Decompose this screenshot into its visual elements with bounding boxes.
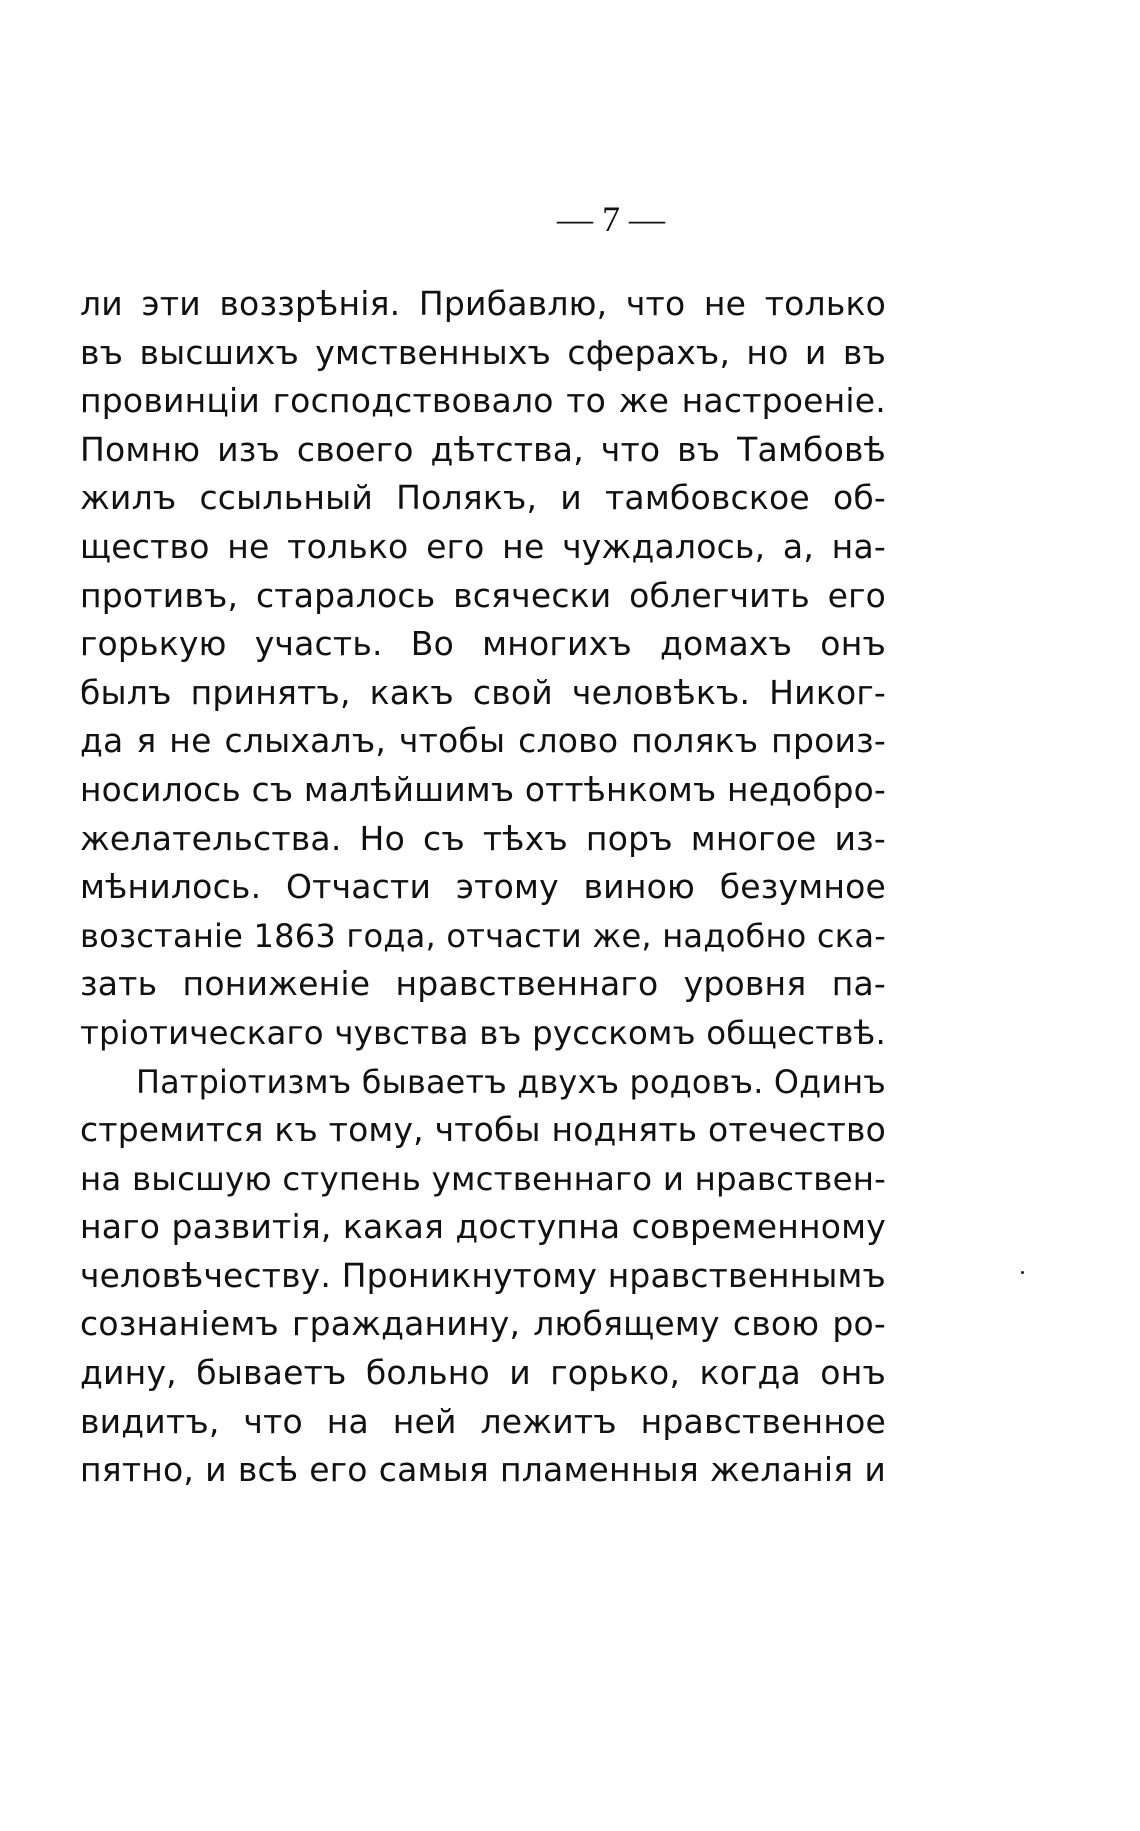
text-line: жилъ ссыльный Полякъ, и тамбовское об- (80, 478, 886, 518)
body-text (80, 280, 886, 1495)
text-line: въ высшихъ умственныхъ сферахъ, но и въ (80, 332, 886, 372)
ink-speck (1021, 1271, 1024, 1274)
text-line: да я не слыхалъ, чтобы слово полякъ произ- (80, 721, 886, 761)
text-line: на высшую ступень умственнаго и нравствен- (80, 1159, 886, 1198)
text-line: стремится къ тому, чтобы ноднять отечество (80, 1110, 886, 1150)
text-line: провинціи господствовало то же настроеніе. (80, 381, 886, 421)
text-line: ли эти воззрѣнія. Прибавлю, что не только (80, 284, 886, 323)
text-line: возстаніе 1863 года, отчасти же, надобно ска- (80, 916, 886, 955)
text-line: щество не только его не чуждалось, а, на- (80, 526, 886, 566)
text-line: носилось съ малѣйшимъ оттѣнкомъ недобро- (80, 770, 886, 809)
text-line: сознаніемъ гражданину, любящему свою ро- (80, 1304, 886, 1344)
page-number: — 7 — (557, 199, 665, 239)
text-line: тріотическаго чувства въ русскомъ обществѣ. (80, 1013, 886, 1052)
text-line: дину, бываетъ больно и горько, когда онъ (80, 1353, 886, 1393)
text-line: наго развитія, какая доступна современному (80, 1207, 886, 1247)
text-line: Помню изъ своего дѣтства, что въ Тамбовѣ (80, 429, 886, 469)
text-line: горькую участь. Во многихъ домахъ онъ (80, 624, 886, 664)
paragraph-2 (80, 1058, 886, 1495)
text-line: видитъ, что на ней лежитъ нравственное (80, 1401, 886, 1441)
text-line: желательства. Но съ тѣхъ поръ многое из- (80, 818, 886, 858)
text-line: пятно, и всѣ его самыя пламенныя желанія и (80, 1450, 886, 1490)
text-line: Патріотизмъ бываетъ двухъ родовъ. Одинъ (136, 1062, 886, 1101)
paragraph-1 (80, 280, 886, 1058)
page-header (0, 198, 1140, 240)
text-line: зать пониженіе нравственнаго уровня па- (80, 964, 886, 1004)
text-line: противъ, старалось всячески облегчить его (80, 575, 886, 615)
text-line: мѣнилось. Отчасти этому виною безумное (80, 867, 886, 907)
text-line: былъ принятъ, какъ свой человѣкъ. Никог- (80, 672, 886, 712)
text-line: человѣчеству. Проникнутому нравственнымъ (80, 1255, 886, 1295)
